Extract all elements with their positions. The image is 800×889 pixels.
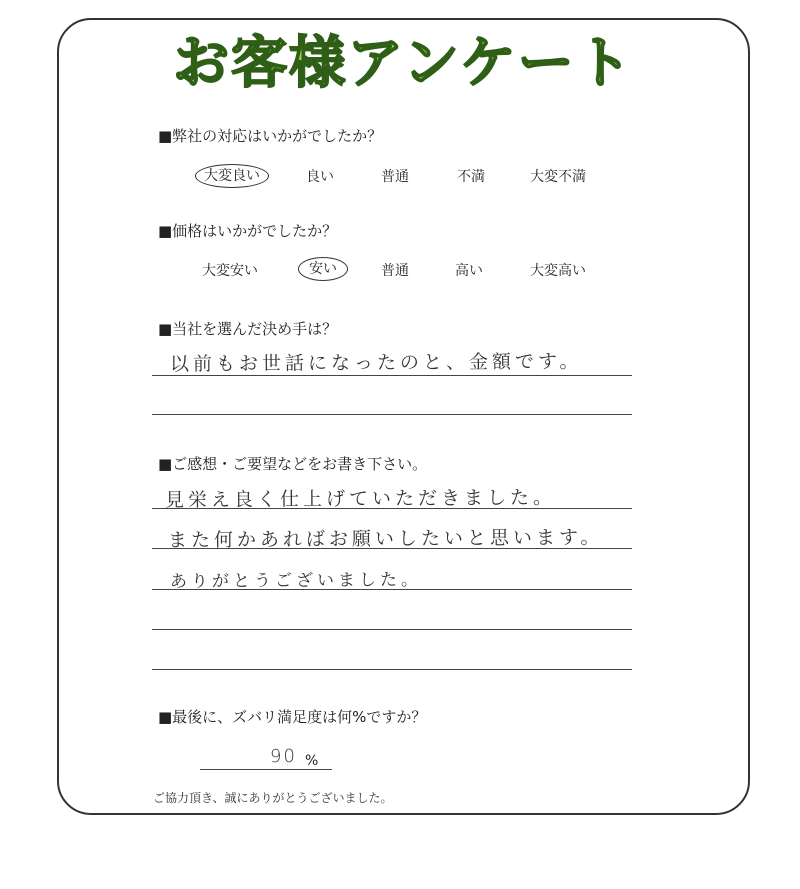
option-price-very-cheap[interactable]: 大変安い <box>202 263 258 279</box>
answer-rule <box>152 375 632 376</box>
answer-rule <box>152 548 632 549</box>
satisfaction-unit: % <box>305 753 319 769</box>
question-price: ■価格はいかがでしたか？ <box>158 222 338 240</box>
comment-line-3: ありがとうございました。 <box>169 570 423 592</box>
option-service-very-dissatisfied[interactable]: 大変不満 <box>530 169 586 185</box>
satisfaction-rule <box>200 769 332 770</box>
option-service-normal[interactable]: 普通 <box>381 169 409 185</box>
answer-rule <box>152 669 632 670</box>
option-service-dissatisfied[interactable]: 不満 <box>457 169 485 185</box>
answer-rule <box>152 508 632 509</box>
footer-thanks: ご協力頂き、誠にありがとうございました。 <box>153 791 393 805</box>
comment-line-1: 見栄え良く仕上げていただきました。 <box>164 486 557 512</box>
reason-answer-line-1: 以前もお世話になったのと、金額です。 <box>169 350 583 376</box>
question-reason: ■当社を選んだ決め手は？ <box>158 320 338 338</box>
option-price-expensive[interactable]: 高い <box>455 263 483 279</box>
survey-title: お客様アンケート <box>173 31 634 96</box>
question-satisfaction: ■最後に、ズバリ満足度は何%ですか？ <box>158 708 427 726</box>
option-price-very-expensive[interactable]: 大変高い <box>530 263 586 279</box>
question-service: ■弊社の対応はいかがでしたか？ <box>158 127 383 145</box>
option-service-good[interactable]: 良い <box>306 169 334 185</box>
option-price-cheap[interactable]: 安い <box>298 257 348 281</box>
option-price-normal[interactable]: 普通 <box>381 263 409 279</box>
answer-rule <box>152 414 632 415</box>
satisfaction-value: 90 <box>269 745 297 768</box>
answer-rule <box>152 629 632 630</box>
comment-line-2: また何かあればお願いしたいと思います。 <box>167 526 604 552</box>
question-comments: ■ご感想・ご要望などをお書き下さい。 <box>158 455 428 473</box>
option-service-very-good[interactable]: 大変良い <box>195 164 269 188</box>
answer-rule <box>152 589 632 590</box>
